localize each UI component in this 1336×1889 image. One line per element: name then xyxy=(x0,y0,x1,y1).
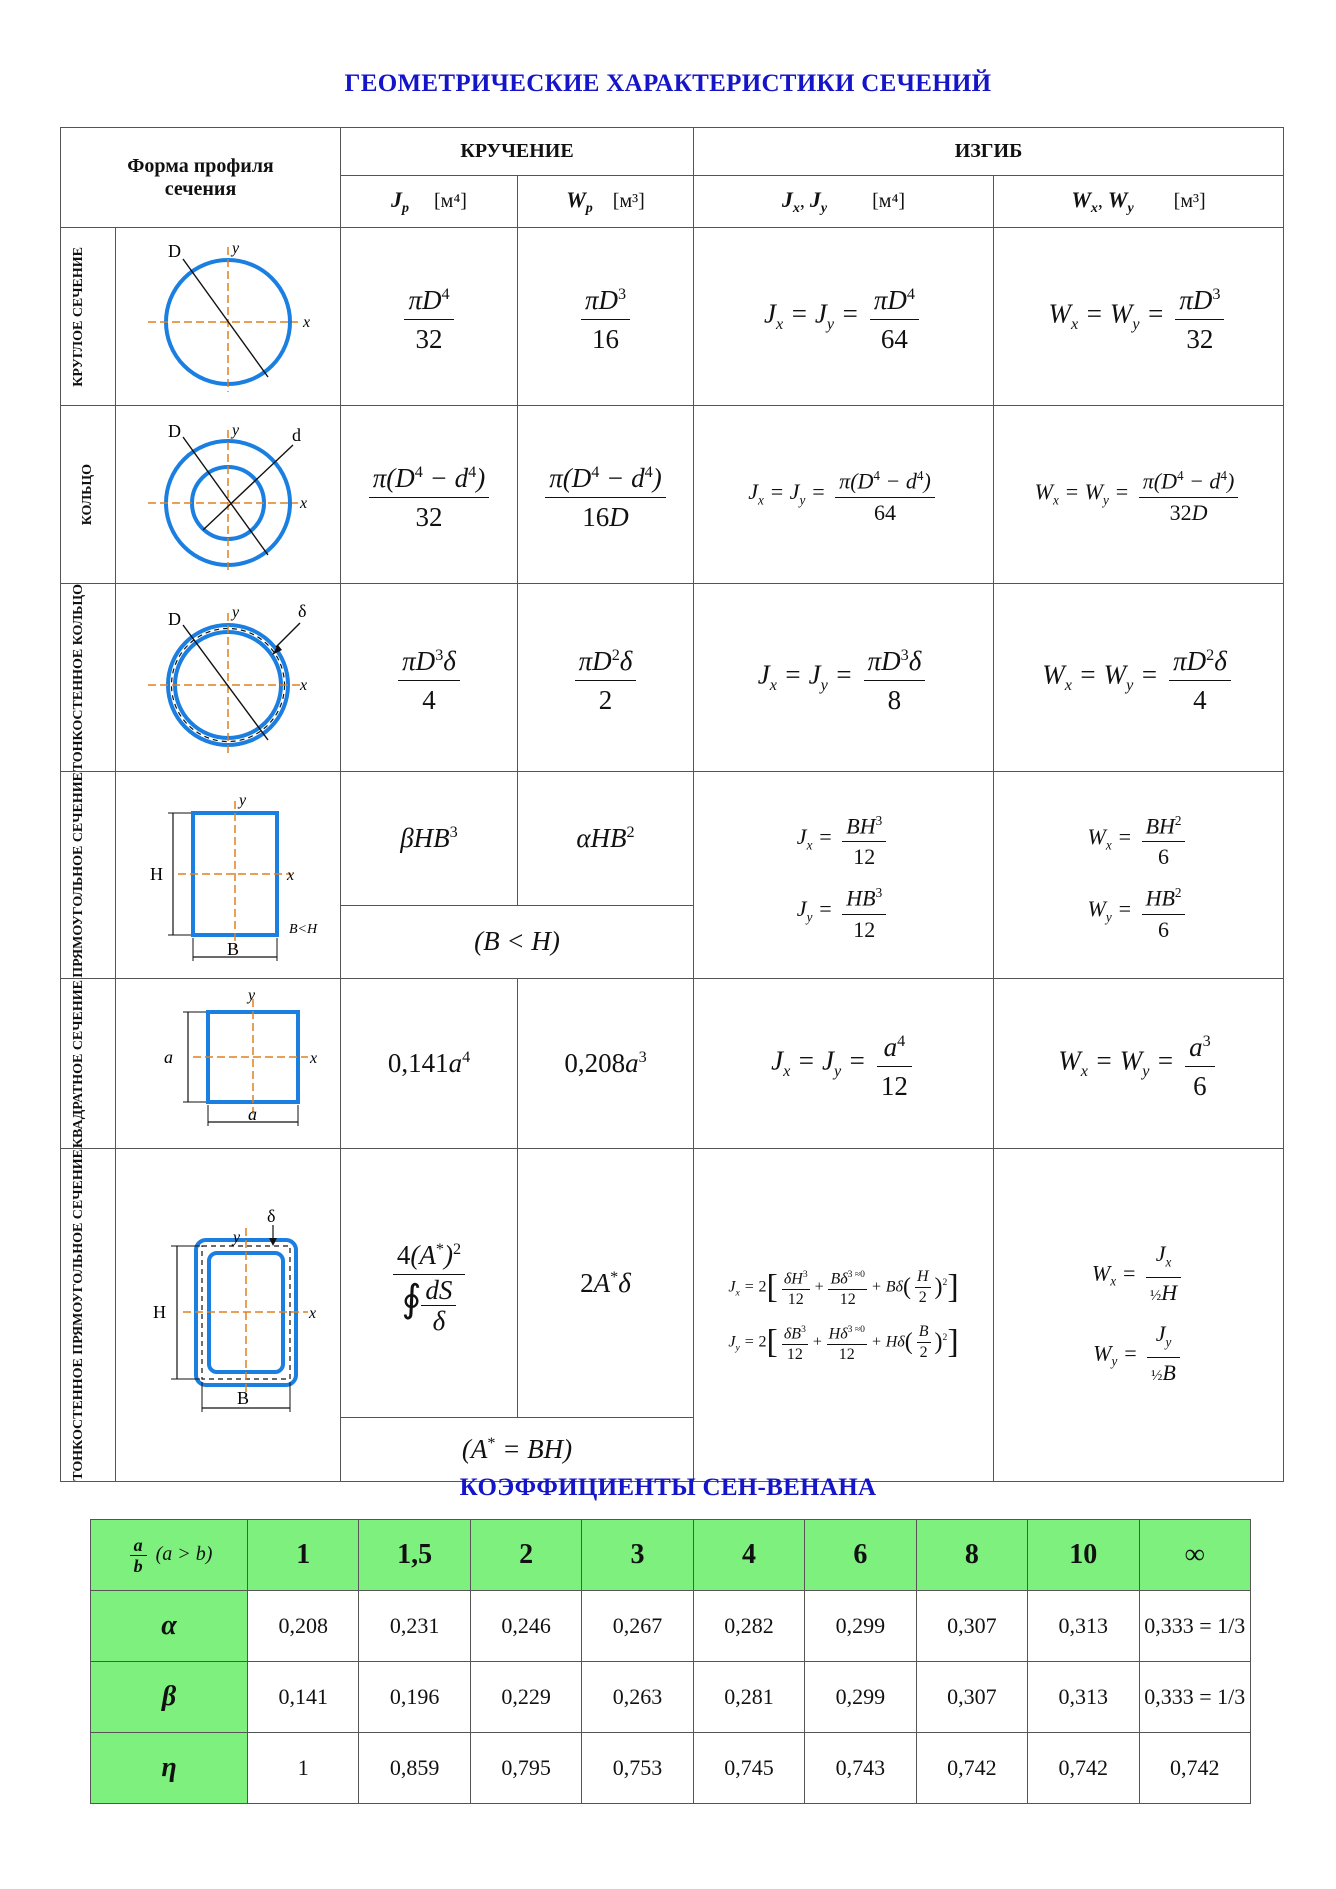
coef-cell: 0,753 xyxy=(582,1733,693,1804)
formula-wp-thin-rectangle: 2A*δ xyxy=(518,1149,694,1418)
header-jp: $J_p$ [м⁴] xyxy=(341,176,518,228)
rectangle-section-icon xyxy=(123,783,333,968)
coef-column-header: 1 xyxy=(248,1520,359,1591)
section-label-ring: КОЛЬЦО xyxy=(80,463,95,526)
rectangle-condition: (B < H) xyxy=(341,905,694,978)
coef-cell: 0,229 xyxy=(470,1662,581,1733)
coef-cell: 0,263 xyxy=(582,1662,693,1733)
saint-venant-table xyxy=(90,1519,1251,1804)
coef-cell: 0,231 xyxy=(359,1591,470,1662)
formula-w-ring: $W_x = W_y$ = $\frac{\pi(D^4 - d^4)}{32D}$ xyxy=(994,406,1284,584)
label-y: y xyxy=(232,239,240,257)
label-H: H xyxy=(153,1301,166,1322)
label-y: y xyxy=(239,791,247,809)
label-D: D xyxy=(168,420,181,441)
coef-cell: 0,208 xyxy=(248,1591,359,1662)
coef-cell: 0,859 xyxy=(359,1733,470,1804)
diagram-ring xyxy=(116,406,341,584)
label-x: x xyxy=(309,1304,317,1322)
coef-cell: 0,795 xyxy=(470,1733,581,1804)
formula-jp-square: $0,141a^4$ xyxy=(341,979,518,1149)
coef-cell: 0,196 xyxy=(359,1662,470,1733)
coef-cell: 0,281 xyxy=(693,1662,804,1733)
coef-cell: 1 xyxy=(248,1733,359,1804)
section-label-circle: КРУГЛОЕ СЕЧЕНИЕ xyxy=(71,246,86,387)
coef-cell: 0,282 xyxy=(693,1591,804,1662)
coef-column-header: 6 xyxy=(805,1520,916,1591)
coef-cell: 0,307 xyxy=(916,1591,1027,1662)
formula-w-square: $W_x = W_y$ = $\frac{a^3}{6}$ xyxy=(994,979,1284,1149)
coef-cell: 0,333 = 1/3 xyxy=(1139,1591,1251,1662)
coef-column-header: 1,5 xyxy=(359,1520,470,1591)
coef-cell: 0,267 xyxy=(582,1591,693,1662)
label-B: B xyxy=(237,1387,250,1408)
thin-rectangle-condition: (A* = BH) xyxy=(341,1418,694,1482)
formula-j-thin-rectangle: $J_x = 2$[ $\frac{\delta H^3}{12}$ + $\frac{B\delta^{3 \approx 0}}{12}$ + Bδ( $\frac{H}{2}$ )$^2$] $J_y = 2$[ $\frac{\delta B^3}{12}$ + $\frac{H\delta^{3 \approx 0}}{12}$ + Hδ( $\frac{B}{2}$ )$^2$] xyxy=(694,1149,994,1482)
coef-ratio-condition: (a > b) xyxy=(155,1542,213,1565)
diagram-thin-rectangle xyxy=(116,1149,341,1482)
coef-row-label: α xyxy=(91,1591,248,1662)
label-y: y xyxy=(232,421,240,439)
formula-wp-ring: $\frac{\pi(D^4 - d^4)}{16D}$ xyxy=(518,406,694,584)
coef-column-header: 10 xyxy=(1028,1520,1139,1591)
formula-jp-thin-ring: $\frac{\pi D^3\delta}{4}$ xyxy=(341,584,518,772)
header-wp-unit: [м³] xyxy=(612,189,645,212)
section-label-square: КВАДРАТНОЕ СЕЧЕНИЕ xyxy=(71,979,86,1148)
label-b-lt-h: B<H xyxy=(289,921,318,937)
page-title: ГЕОМЕТРИЧЕСКИЕ ХАРАКТЕРИСТИКИ СЕЧЕНИЙ xyxy=(344,70,992,97)
square-section-icon xyxy=(128,984,328,1144)
formula-jp-thin-rectangle: $4(A^*)^2$ ∮ $\frac{dS}{\delta}$ xyxy=(341,1149,518,1418)
coef-cell: 0,333 = 1/3 xyxy=(1139,1662,1251,1733)
formula-w-circle: $W_x = W_y$ = $\frac{\pi D^3}{32}$ xyxy=(994,228,1284,406)
header-torsion: КРУЧЕНИЕ xyxy=(341,128,694,176)
coef-row xyxy=(91,1591,1251,1662)
geometry-table xyxy=(60,127,1284,1482)
coef-column-header: ∞ xyxy=(1139,1520,1251,1591)
formula-w-rectangle: $W_x$ = $\frac{BH^2}{6}$ $W_y$ = $\frac{HB^2}{6}$ xyxy=(994,772,1284,979)
formula-wp-rectangle: αHB$^2$ xyxy=(518,772,694,905)
coef-cell: 0,742 xyxy=(1139,1733,1251,1804)
section-label-rectangle: ПРЯМОУГОЛЬНОЕ СЕЧЕНИЕ xyxy=(71,772,86,979)
formula-w-thin-rectangle: $W_x$ = $\frac{J_x}{\text{½H}}$ $W_y$ = $\frac{J_y}{\text{½B}}$ xyxy=(994,1149,1284,1482)
label-D: D xyxy=(168,609,181,630)
row-circle xyxy=(61,228,1284,406)
header-wxy-unit: [м³] xyxy=(1173,189,1206,212)
coef-cell: 0,299 xyxy=(805,1591,916,1662)
diagram-thin-ring xyxy=(116,584,341,772)
coef-cell: 0,307 xyxy=(916,1662,1027,1733)
coef-header-row xyxy=(91,1520,1251,1591)
label-D: D xyxy=(168,240,181,261)
formula-jp-circle: $\frac{\pi D^4}{32}$ xyxy=(341,228,518,406)
header-jxy-unit: [м⁴] xyxy=(872,189,906,212)
coef-ratio-label: $\frac{a}{b}$ (a > b) xyxy=(91,1520,248,1591)
diagram-circle xyxy=(116,228,341,406)
coefficients-title: КОЭФФИЦИЕНТЫ СЕН-ВЕНАНА xyxy=(459,1474,877,1501)
coef-column-header: 2 xyxy=(470,1520,581,1591)
formula-j-rectangle: $J_x$ = $\frac{BH^3}{12}$ $J_y$ = $\frac{HB^3}{12}$ xyxy=(694,772,994,979)
formula-jp-ring: $\frac{\pi(D^4 - d^4)}{32}$ xyxy=(341,406,518,584)
diagram-rectangle xyxy=(116,772,341,979)
label-d: d xyxy=(292,424,301,445)
circle-section-icon xyxy=(128,237,328,397)
label-delta: δ xyxy=(267,1205,276,1226)
formula-wp-circle: $\frac{\pi D^3}{16}$ xyxy=(518,228,694,406)
thin-rectangle-section-icon xyxy=(123,1200,333,1430)
coef-cell: 0,141 xyxy=(248,1662,359,1733)
formula-j-ring: $J_x = J_y$ = $\frac{\pi(D^4 - d^4)}{64}$ xyxy=(694,406,994,584)
coef-column-header: 8 xyxy=(916,1520,1027,1591)
section-label-thin-rectangle: ТОНКОСТЕННОЕ ПРЯМОУГОЛЬНОЕ СЕЧЕНИЕ xyxy=(71,1149,86,1481)
row-square xyxy=(61,979,1284,1149)
label-B: B xyxy=(227,938,240,959)
coef-cell: 0,743 xyxy=(805,1733,916,1804)
header-wp: $W_p$ [м³] xyxy=(518,176,694,228)
row-thin-ring xyxy=(61,584,1284,772)
row-rectangle xyxy=(61,772,1284,905)
formula-j-thin-ring: $J_x = J_y$ = $\frac{\pi D^3\delta}{8}$ xyxy=(694,584,994,772)
header-jxy: $J_x$, $J_y$ [м⁴] xyxy=(694,176,994,228)
row-thin-rectangle xyxy=(61,1149,1284,1418)
header-profile: Форма профиля сечения xyxy=(61,128,341,228)
label-y: y xyxy=(232,604,240,622)
thin-ring-section-icon xyxy=(128,595,328,760)
label-x: x xyxy=(300,677,308,695)
coef-cell: 0,246 xyxy=(470,1591,581,1662)
coef-row xyxy=(91,1662,1251,1733)
ring-section-icon xyxy=(128,415,328,575)
label-x: x xyxy=(287,866,295,884)
label-x: x xyxy=(310,1049,318,1067)
coef-column-header: 4 xyxy=(693,1520,804,1591)
label-x: x xyxy=(303,313,311,331)
label-y: y xyxy=(233,1228,241,1246)
row-ring xyxy=(61,406,1284,584)
coef-cell: 0,745 xyxy=(693,1733,804,1804)
formula-j-square: $J_x = J_y$ = $\frac{a^4}{12}$ xyxy=(694,979,994,1149)
label-a: a xyxy=(164,1046,173,1067)
coef-row-label: η xyxy=(91,1733,248,1804)
label-H: H xyxy=(150,863,163,884)
formula-w-thin-ring: $W_x = W_y$ = $\frac{\pi D^2\delta}{4}$ xyxy=(994,584,1284,772)
coef-cell: 0,313 xyxy=(1028,1591,1139,1662)
label-y: y xyxy=(248,986,256,1004)
coef-row-label: β xyxy=(91,1662,248,1733)
header-wxy: $W_x$, $W_y$ [м³] xyxy=(994,176,1284,228)
section-label-thin-ring: ТОНКОСТЕННОЕ КОЛЬЦО xyxy=(71,584,86,772)
coef-cell: 0,299 xyxy=(805,1662,916,1733)
coef-cell: 0,742 xyxy=(916,1733,1027,1804)
label-delta: δ xyxy=(298,601,307,622)
coef-cell: 0,742 xyxy=(1028,1733,1139,1804)
coef-column-header: 3 xyxy=(582,1520,693,1591)
header-jp-unit: [м⁴] xyxy=(434,189,467,212)
formula-wp-square: $0,208a^3$ xyxy=(518,979,694,1149)
coef-row xyxy=(91,1733,1251,1804)
diagram-square xyxy=(116,979,341,1149)
coef-cell: 0,313 xyxy=(1028,1662,1139,1733)
formula-j-circle: $J_x = J_y$ = $\frac{\pi D^4}{64}$ xyxy=(694,228,994,406)
formula-wp-thin-ring: $\frac{\pi D^2\delta}{2}$ xyxy=(518,584,694,772)
label-a-bottom: a xyxy=(248,1103,257,1124)
header-bending: ИЗГИБ xyxy=(694,128,1284,176)
label-x: x xyxy=(300,494,308,512)
formula-jp-rectangle: βHB$^3$ xyxy=(341,772,518,905)
